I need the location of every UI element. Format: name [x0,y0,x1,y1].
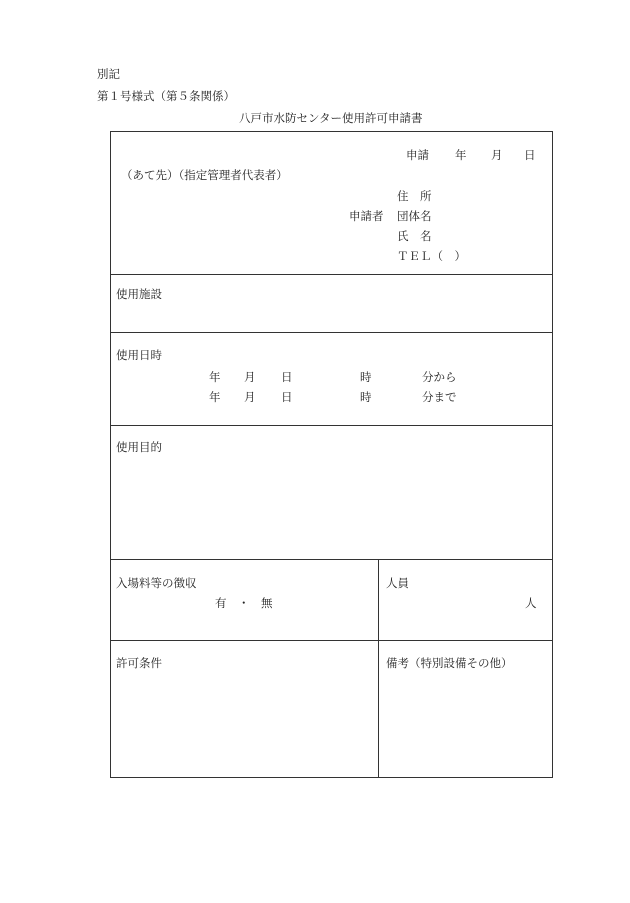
divider-vertical [378,559,379,777]
end-hour: 時 [360,390,372,404]
divider-fee [111,559,552,560]
end-month: 月 [244,390,256,404]
tel-label: ＴＥＬ（ ） [397,249,466,263]
end-year: 年 [209,390,221,404]
application-form [110,131,553,778]
conditions-label: 許可条件 [116,656,162,670]
end-day: 日 [281,390,293,404]
divider-purpose [111,425,552,426]
start-month: 月 [244,370,256,384]
application-month: 月 [491,148,503,162]
datetime-label: 使用日時 [116,348,162,362]
group-label: 団体名 [397,209,432,223]
people-label: 人員 [386,576,409,590]
fee-options: 有 ・ 無 [215,596,273,610]
end-minute-until: 分まで [422,390,457,404]
appendix-label: 別記 [97,67,120,81]
name-label: 氏 名 [397,229,432,243]
application-day: 日 [524,148,536,162]
application-year: 年 [455,148,467,162]
addressee: （あて先）（指定管理者代表者） [121,168,288,182]
people-unit: 人 [525,596,537,610]
purpose-label: 使用目的 [116,440,162,454]
applicant-label: 申請者 [349,209,384,223]
start-year: 年 [209,370,221,384]
start-day: 日 [281,370,293,384]
application-date-label: 申請 [406,148,429,162]
form-title: 八戸市水防センター使用許可申請書 [239,111,423,125]
divider-datetime [111,332,552,333]
remarks-label: 備考（特別設備その他） [386,656,513,670]
fee-label: 入場料等の徴収 [116,576,197,590]
start-minute-from: 分から [422,370,457,384]
facility-label: 使用施設 [116,287,162,301]
form-number: 第１号様式（第５条関係） [97,89,235,103]
start-hour: 時 [360,370,372,384]
divider-facility [111,274,552,275]
divider-conditions [111,640,552,641]
address-label: 住 所 [397,189,432,203]
